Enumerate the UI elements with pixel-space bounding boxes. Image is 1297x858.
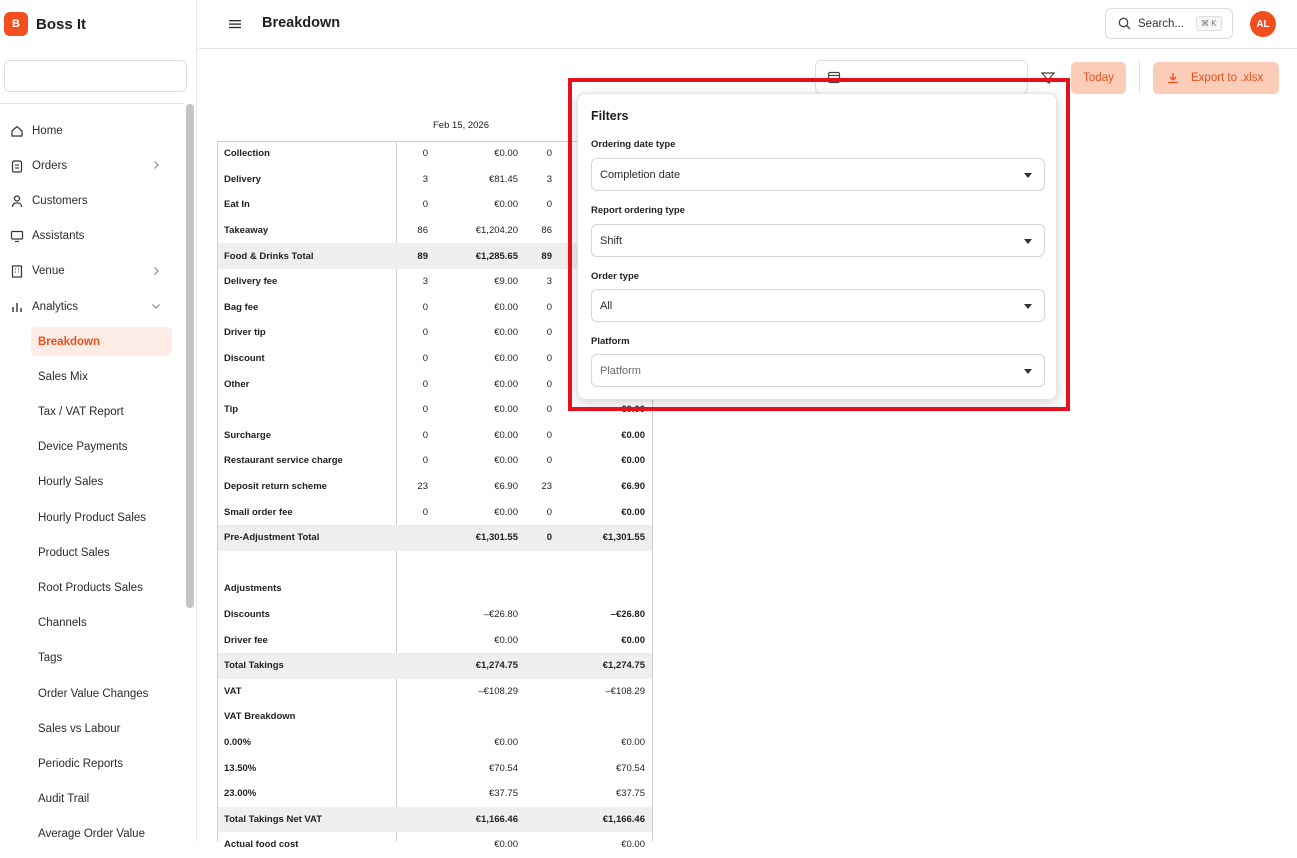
- cell-quantity: [398, 730, 428, 756]
- table-row: [218, 423, 652, 449]
- cell-value: €1,301.55: [475, 532, 518, 544]
- caret-down-icon: [1024, 304, 1032, 309]
- cell-quantity: [398, 679, 428, 705]
- cell-quantity: 0: [546, 353, 552, 365]
- chevron-down-icon: [150, 300, 162, 312]
- cell-total: [568, 576, 645, 602]
- top-header: [198, 0, 1297, 49]
- cell-value: €0.00: [494, 327, 518, 339]
- cell-quantity: 0: [546, 301, 552, 313]
- cell-quantity: 0: [422, 455, 428, 467]
- cell-quantity: 0: [422, 429, 428, 441]
- sidebar-item-label: Assistants: [32, 230, 85, 243]
- row-label: VAT Breakdown: [224, 711, 296, 723]
- cell-quantity: [398, 755, 428, 781]
- row-label: Discount: [224, 353, 265, 365]
- table-row: [218, 551, 652, 577]
- cell-value: €6.90: [494, 481, 518, 493]
- sidebar-item-venue[interactable]: [0, 254, 180, 289]
- calendar-icon: [827, 70, 841, 84]
- cell-quantity: 0: [422, 404, 428, 416]
- cell-quantity: 0: [546, 429, 552, 441]
- table-row: [218, 576, 652, 602]
- cell-quantity: 86: [417, 225, 428, 237]
- cell-quantity: [398, 525, 428, 551]
- cell-quantity: [398, 781, 428, 807]
- table-row: [218, 832, 652, 858]
- bar-chart-icon: [10, 300, 24, 314]
- table-row: [218, 704, 652, 730]
- sidebar-item-label: Home: [32, 124, 63, 137]
- cell-value: [448, 576, 518, 602]
- cell-value: €0.00: [494, 737, 518, 749]
- sidebar-subitem[interactable]: Breakdown: [31, 327, 172, 356]
- row-label: Eat In: [224, 199, 250, 211]
- cell-value: €1,166.46: [475, 813, 518, 825]
- search-shortcut: ⌘ K: [1196, 16, 1222, 31]
- cell-value: €1,285.65: [475, 250, 518, 262]
- caret-down-icon: [1024, 369, 1032, 374]
- cell-quantity: 0: [422, 199, 428, 211]
- row-label: Total Takings: [224, 660, 284, 672]
- cell-total: €0.00: [621, 455, 645, 467]
- cell-quantity: 89: [417, 250, 428, 262]
- filter-label: Platform: [591, 336, 630, 347]
- caret-down-icon: [1024, 173, 1032, 178]
- table-row: [218, 525, 652, 551]
- cell-value: [448, 704, 518, 730]
- cell-value: €0.00: [494, 404, 518, 416]
- cell-quantity: 0: [546, 327, 552, 339]
- cell-total: €0.00: [621, 839, 645, 851]
- sidebar-subitem[interactable]: Audit Trail: [38, 793, 90, 806]
- sidebar-nav: [0, 113, 180, 852]
- cell-quantity: 0: [422, 327, 428, 339]
- cell-total: €0.00: [621, 506, 645, 518]
- cell-quantity: [528, 627, 552, 653]
- cell-value: €0.00: [494, 839, 518, 851]
- cell-quantity: 0: [546, 506, 552, 518]
- row-label: Collection: [224, 148, 270, 160]
- cell-value: €0.00: [494, 353, 518, 365]
- page-title: Breakdown: [262, 15, 341, 31]
- table-row: [218, 448, 652, 474]
- cell-value: €1,204.20: [475, 225, 518, 237]
- cell-quantity: 0: [546, 148, 552, 160]
- cell-quantity: [528, 679, 552, 705]
- table-row: [218, 653, 652, 679]
- row-label: 0.00%: [224, 737, 251, 749]
- row-label: Other: [224, 378, 250, 390]
- filter-label: Report ordering type: [591, 205, 685, 216]
- cell-quantity: 0: [546, 532, 552, 544]
- cell-total: [568, 704, 645, 730]
- filters-popover: [577, 93, 1057, 400]
- toolbar-separator: [1139, 60, 1140, 94]
- cell-quantity: 86: [541, 225, 552, 237]
- cell-value: €0.00: [494, 455, 518, 467]
- cell-quantity: [528, 704, 552, 730]
- select-value: Completion date: [600, 168, 681, 181]
- cell-total: €0.00: [621, 634, 645, 646]
- user-avatar[interactable]: AL: [1250, 11, 1276, 37]
- cell-quantity: [398, 551, 428, 577]
- sidebar-subitem[interactable]: Hourly Sales: [38, 476, 104, 489]
- building-icon: [10, 264, 24, 278]
- cell-quantity: [398, 627, 428, 653]
- table-row: [218, 602, 652, 628]
- cell-total: €70.54: [615, 762, 645, 774]
- cell-total: €0.00: [621, 429, 645, 441]
- table-row: [218, 755, 652, 781]
- cell-quantity: [398, 576, 428, 602]
- brand-logo: B: [4, 12, 28, 36]
- global-search-button[interactable]: [1105, 8, 1233, 39]
- table-row: [218, 781, 652, 807]
- today-button[interactable]: Today: [1071, 62, 1126, 94]
- row-label: Takeaway: [224, 225, 269, 237]
- sidebar-subitem[interactable]: Hourly Product Sales: [38, 511, 147, 524]
- sidebar-subitem[interactable]: Tags: [38, 652, 63, 665]
- filter-label: Order type: [591, 271, 640, 282]
- cell-quantity: [528, 730, 552, 756]
- cell-value: €0.00: [494, 301, 518, 313]
- export-label: Export to .xlsx: [1191, 72, 1264, 84]
- cell-value: –€26.80: [483, 609, 518, 621]
- select-value: Shift: [600, 234, 623, 247]
- cell-quantity: [528, 602, 552, 628]
- cell-quantity: [528, 755, 552, 781]
- sidebar-subitem[interactable]: Sales Mix: [38, 370, 88, 383]
- sidebar: [0, 0, 197, 841]
- sidebar-item-label: Orders: [32, 159, 68, 172]
- sidebar-item-label: Venue: [32, 265, 65, 278]
- sidebar-subitem[interactable]: Periodic Reports: [38, 757, 124, 770]
- row-label: Actual food cost: [224, 839, 299, 851]
- cell-quantity: 0: [422, 148, 428, 160]
- hamburger-menu-icon[interactable]: [228, 17, 242, 31]
- sidebar-divider: [0, 103, 184, 104]
- sidebar-item-label: Customers: [32, 194, 88, 207]
- table-row: [218, 397, 652, 423]
- search-label: Search...: [1138, 17, 1185, 30]
- sidebar-item-analytics[interactable]: [0, 289, 180, 324]
- cell-total: €0.00: [621, 404, 645, 416]
- sidebar-item-assistants[interactable]: [0, 219, 180, 254]
- cell-quantity: 89: [541, 250, 552, 262]
- cell-value: €0.00: [494, 378, 518, 390]
- cell-quantity: [398, 602, 428, 628]
- row-label: Delivery fee: [224, 276, 278, 288]
- row-label: Delivery: [224, 173, 261, 185]
- cell-value: €81.45: [488, 173, 518, 185]
- search-icon: [1118, 17, 1131, 30]
- cell-quantity: 23: [417, 481, 428, 493]
- cell-value: €70.54: [488, 762, 518, 774]
- cell-quantity: [528, 832, 552, 858]
- row-label: Driver tip: [224, 327, 266, 339]
- cell-quantity: [528, 781, 552, 807]
- filter-select-ordering-date-type[interactable]: [591, 158, 1045, 191]
- cell-total: €1,166.46: [602, 813, 645, 825]
- date-range-picker[interactable]: [815, 60, 1028, 94]
- row-label: Pre-Adjustment Total: [224, 532, 320, 544]
- chevron-right-icon: [150, 159, 162, 171]
- brand-name: Boss It: [36, 15, 87, 33]
- cell-total: €1,301.55: [602, 532, 645, 544]
- row-label: 13.50%: [224, 762, 257, 774]
- filter-select-platform[interactable]: [591, 354, 1045, 387]
- cell-quantity: 3: [546, 276, 552, 288]
- cell-quantity: 0: [422, 353, 428, 365]
- table-row: [218, 474, 652, 500]
- cell-total: –€26.80: [610, 609, 645, 621]
- cell-quantity: [398, 832, 428, 858]
- cell-quantity: [528, 576, 552, 602]
- sidebar-subitem[interactable]: Sales vs Labour: [38, 722, 121, 735]
- cell-quantity: 0: [546, 378, 552, 390]
- home-icon: [10, 124, 24, 138]
- cell-quantity: [528, 653, 552, 679]
- clipboard-icon: [10, 159, 24, 173]
- row-label: Small order fee: [224, 506, 293, 518]
- sidebar-item-orders[interactable]: [0, 148, 180, 183]
- cell-total: €37.75: [615, 788, 645, 800]
- select-value: All: [600, 299, 613, 312]
- cell-quantity: 0: [546, 199, 552, 211]
- cell-quantity: [528, 807, 552, 833]
- filter-icon[interactable]: [1040, 70, 1056, 86]
- filter-select-order-type[interactable]: [591, 289, 1045, 322]
- cell-quantity: 0: [546, 404, 552, 416]
- cell-quantity: [398, 807, 428, 833]
- cell-value: €1,274.75: [475, 660, 518, 672]
- export-xlsx-button[interactable]: [1153, 62, 1279, 94]
- sidebar-subitem[interactable]: Product Sales: [38, 546, 110, 559]
- table-row: [218, 679, 652, 705]
- row-label: 23.00%: [224, 788, 257, 800]
- monitor-icon: [10, 229, 24, 243]
- cell-quantity: 0: [422, 301, 428, 313]
- cell-value: –€108.29: [478, 685, 518, 697]
- cell-value: [448, 551, 518, 577]
- row-label: Adjustments: [224, 583, 282, 595]
- row-label: VAT: [224, 685, 242, 697]
- select-value: Platform: [600, 364, 641, 377]
- table-row: [218, 730, 652, 756]
- cell-quantity: [398, 653, 428, 679]
- sidebar-subitem[interactable]: Order Value Changes: [38, 687, 149, 700]
- cell-quantity: 0: [422, 378, 428, 390]
- download-icon: [1167, 72, 1179, 84]
- table-row: [218, 807, 652, 833]
- sidebar-item-label: Analytics: [32, 300, 79, 313]
- row-label: Bag fee: [224, 301, 259, 313]
- row-label: Surcharge: [224, 429, 271, 441]
- row-label: Tip: [224, 404, 239, 416]
- cell-quantity: 3: [422, 276, 428, 288]
- cell-value: €37.75: [488, 788, 518, 800]
- row-label: Driver fee: [224, 634, 268, 646]
- sidebar-subitem[interactable]: Tax / VAT Report: [38, 406, 124, 419]
- table-row: [218, 627, 652, 653]
- cell-value: €0.00: [494, 429, 518, 441]
- cell-total: €0.00: [621, 737, 645, 749]
- row-label: Total Takings Net VAT: [224, 813, 322, 825]
- user-icon: [10, 194, 24, 208]
- cell-quantity: 0: [546, 455, 552, 467]
- cell-value: €9.00: [494, 276, 518, 288]
- sidebar-item-customers[interactable]: [0, 183, 180, 218]
- cell-quantity: [528, 551, 552, 577]
- cell-value: €0.00: [494, 199, 518, 211]
- column-date-header: Feb 15, 2026: [433, 120, 489, 131]
- sidebar-subitem[interactable]: Root Products Sales: [38, 582, 143, 595]
- cell-total: –€108.29: [605, 685, 645, 697]
- chevron-right-icon: [150, 265, 162, 277]
- cell-total: €6.90: [621, 481, 645, 493]
- row-label: Food & Drinks Total: [224, 250, 314, 262]
- filters-title: Filters: [591, 109, 629, 123]
- cell-value: €0.00: [494, 634, 518, 646]
- caret-down-icon: [1024, 239, 1032, 244]
- cell-quantity: 23: [541, 481, 552, 493]
- brand[interactable]: [0, 0, 196, 48]
- cell-quantity: 3: [546, 173, 552, 185]
- filter-select-report-ordering-type[interactable]: [591, 224, 1045, 257]
- row-label: Discounts: [224, 609, 270, 621]
- cell-quantity: 0: [422, 506, 428, 518]
- row-label: Deposit return scheme: [224, 481, 327, 493]
- cell-value: €0.00: [494, 148, 518, 160]
- filter-label: Ordering date type: [591, 139, 676, 150]
- sidebar-subitem[interactable]: Channels: [38, 617, 87, 630]
- sidebar-subitem[interactable]: Device Payments: [38, 441, 128, 454]
- sidebar-item-home[interactable]: [0, 113, 180, 148]
- cell-total: €1,274.75: [602, 660, 645, 672]
- sidebar-search-input[interactable]: [4, 60, 187, 92]
- row-label: Restaurant service charge: [224, 455, 343, 467]
- table-row: [218, 499, 652, 525]
- sidebar-scrollbar[interactable]: [186, 104, 194, 608]
- cell-quantity: [398, 704, 428, 730]
- cell-value: €0.00: [494, 506, 518, 518]
- cell-quantity: 3: [422, 173, 428, 185]
- cell-total: [568, 551, 645, 577]
- sidebar-subitem[interactable]: Average Order Value: [38, 828, 145, 841]
